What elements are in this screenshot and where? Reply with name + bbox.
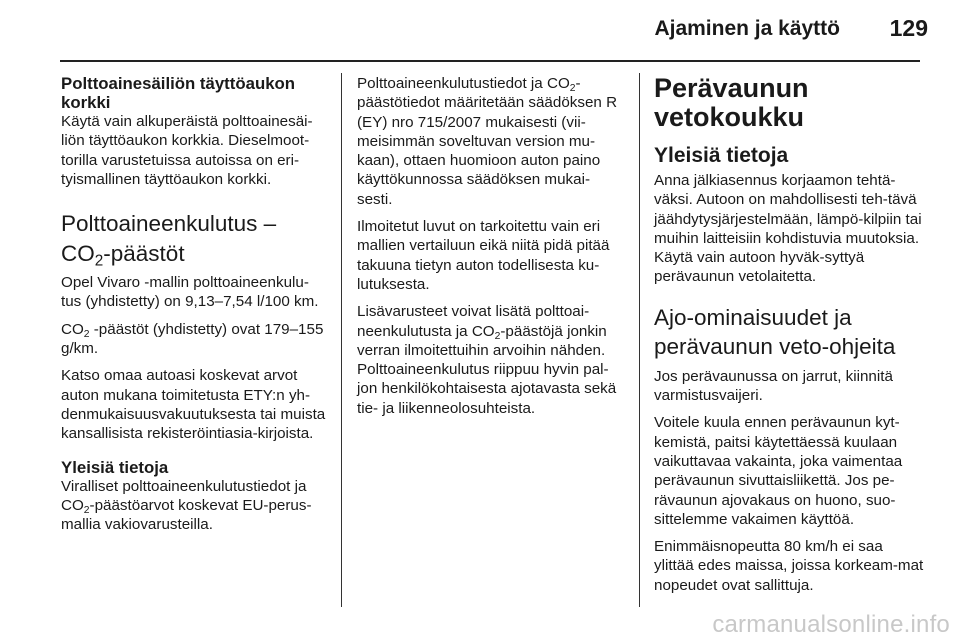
column-divider — [341, 73, 342, 607]
paragraph-comparison: Ilmoitetut luvut on tarkoitettu vain eri mallien vertailuun eikä niitä pidä pitää takuuna tietyn auton todellisesta ku-lutuksesta. — [357, 218, 610, 293]
column-right — [654, 74, 924, 603]
paragraph-co2-emissions: $CO_2$ -päästöt (yhdistetty) ovat 179–155 g/km. — [61, 320, 324, 358]
heading-towbar-general: Yleisiä tietoja — [654, 144, 789, 167]
column-middle — [357, 74, 625, 426]
heading-fuel-consumption: Polttoaineenkulutus – $CO_2$-päästöt — [61, 211, 277, 270]
heading-fuel-cap: Polttoainesäiliön täyttöaukon korkki — [61, 74, 296, 112]
paragraph-towbar-general: Anna jälkiasennus korjaamon tehtä-väksi. Autoon on mahdollisesti teh-tävä jäähdytysjärjestelmään, lämpö-kilpiin tai muihin laitteisiin kohdistuvia muutoksia. Käytä vain autoon hyväk-syttyä perävaunun vetolaitetta. — [654, 172, 922, 286]
column-divider — [639, 73, 640, 607]
heading-general-info: Yleisiä tietoja — [61, 457, 169, 477]
heading-driving-characteristics: Ajo-ominaisuudet ja perävaunun veto-ohjeita — [654, 304, 896, 359]
paragraph-fuel-cap: Käytä vain alkuperäistä polttoainesäi-liön täyttöaukon korkkia. Dieselmoot-torilla varustetuissa autoissa on eri-tyismallinen täyttöaukon korkki. — [61, 113, 313, 188]
paragraph-grease: Voitele kuula ennen perävaunun kyt-kemistä, paitsi käytettäessä kuulaan vaikuttavaa vakainta, joka vaimentaa perävaunun sivuttaisliikettä. Jos pe-rävaunun ajovakaus on huono, suo-sittelemme vakaimen käyttöä. — [654, 414, 903, 528]
paragraph-declaration: Katso omaa autoasi koskevat arvot auton mukana toimitetusta ETY:n yh-denmukaisuusvakuutuksesta tai muista kansallisista rekisteröintiasia-kirjoista. — [61, 367, 326, 443]
paragraph-vivaro-consumption: Opel Vivaro -mallin polttoaineenkulu-tus (yhdistetty) on 9,13–7,54 l/100 km. — [61, 274, 319, 311]
header-rule — [60, 60, 920, 62]
watermark: carmanualsonline.info — [712, 611, 950, 638]
heading-towbar: Perävaunun vetokoukku — [654, 73, 809, 132]
column-left — [61, 74, 327, 542]
page-header — [0, 0, 960, 62]
paragraph-speed-limit: Enimmäisnopeutta 80 km/h ei saa ylittää edes maissa, joissa korkeam-mat nopeudet ovat sallittuja. — [654, 538, 924, 594]
paragraph-brakes: Jos perävaunussa on jarrut, kiinnitä varmistusvaijeri. — [654, 367, 893, 405]
page-number: 129 — [889, 15, 928, 41]
paragraph-general-info: Viralliset polttoaineenkulutustiedot ja $CO_2$-päästöarvot koskevat EU-perus-mallia vakiovarusteilla. — [61, 477, 312, 534]
paragraph-accessories: Lisävarusteet voivat lisätä polttoai-neenkulutusta ja $CO_2$-päästöjä jonkin verran ilmoitettuihin arvoihin nähden. Polttoaineenkulutus riippuu hyvin pal-jon henkilökohtaisesta ajotavasta sekä tie- ja liikenneolosuhteista. — [357, 303, 617, 417]
running-head: Ajaminen ja käyttö — [654, 17, 840, 40]
paragraph-regulation: Polttoaineenkulutustiedot ja $CO_2$-päästötiedot määritetään säädöksen R (EY) nro 715/2007 mukaisesti (vii-meisimmän soveltuvan version mu-kaan), ottaen huomioon auton paino käyttökunnossa säädöksen mukai-sesti. — [357, 75, 618, 208]
